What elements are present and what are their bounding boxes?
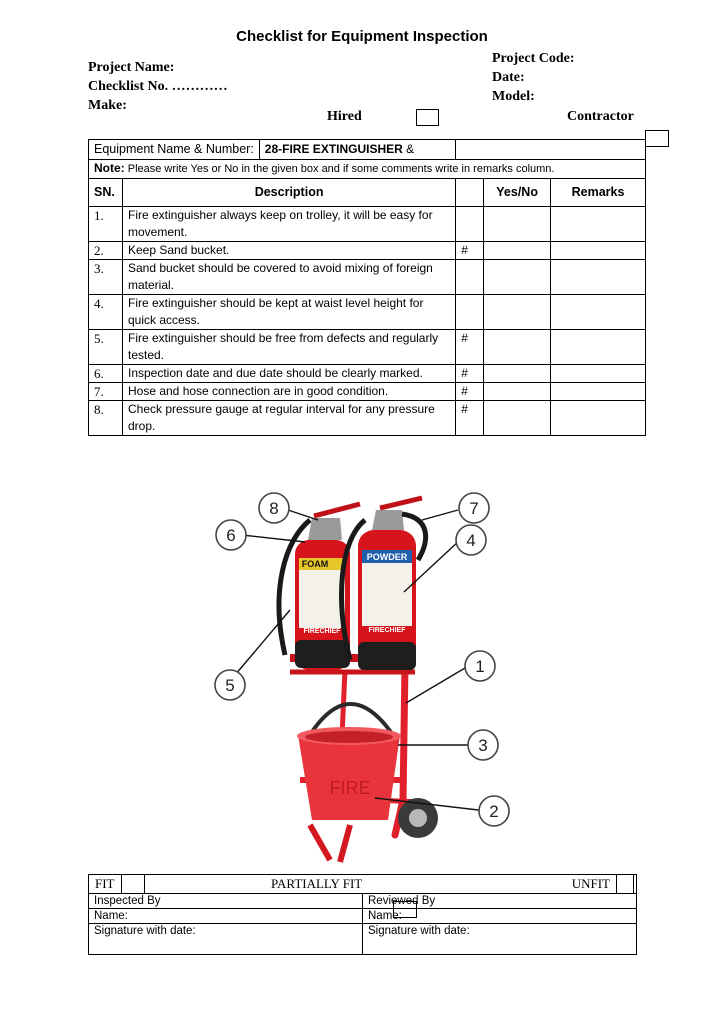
row-remarks-field[interactable] xyxy=(551,207,646,242)
svg-text:8: 8 xyxy=(269,499,279,518)
make-label: Make: xyxy=(88,98,127,113)
hired-checkbox[interactable] xyxy=(416,109,439,126)
project-code-label: Project Code: xyxy=(492,51,575,66)
row-yesno-field[interactable] xyxy=(484,260,551,295)
svg-text:4: 4 xyxy=(466,531,476,550)
reviewer-signature-field[interactable]: Signature with date: xyxy=(363,924,637,955)
page-title: Checklist for Equipment Inspection xyxy=(236,28,488,45)
callout-3 xyxy=(468,730,498,760)
equipment-value: 28-FIRE EXTINGUISHER xyxy=(264,142,403,156)
row-description: Hose and hose connection are in good condition. xyxy=(122,383,455,401)
equipment-label: Equipment Name & Number: xyxy=(89,140,260,159)
table-row xyxy=(89,207,646,242)
contractor-checkbox[interactable] xyxy=(645,130,669,147)
reviewed-checkbox[interactable] xyxy=(393,901,417,918)
row-mark: # xyxy=(456,383,484,401)
checklist-no-label: Checklist No. ………… xyxy=(88,79,228,94)
row-sn: 5. xyxy=(89,330,123,365)
hired-label: Hired xyxy=(327,109,362,124)
note-label: Note: xyxy=(94,161,125,175)
row-description: Fire extinguisher always keep on trolley, it will be easy for movement. xyxy=(122,207,455,242)
fit-checkbox[interactable] xyxy=(122,875,145,894)
row-remarks-field[interactable] xyxy=(551,401,646,436)
reviewed-by-label: Reviewed By xyxy=(363,894,637,909)
date-label: Date: xyxy=(492,70,525,85)
table-header xyxy=(89,179,646,207)
row-yesno-field[interactable] xyxy=(484,330,551,365)
row-remarks-field[interactable] xyxy=(551,242,646,260)
row-sn: 7. xyxy=(89,383,123,401)
callout-4 xyxy=(456,525,486,555)
svg-text:1: 1 xyxy=(475,657,485,676)
row-sn: 3. xyxy=(89,260,123,295)
note-text: Please write Yes or No in the given box and if some comments write in remarks column. xyxy=(124,163,555,175)
row-mark xyxy=(456,260,484,295)
callout-7 xyxy=(459,493,489,523)
powder-brand-label: FIRECHIEF xyxy=(368,627,406,634)
table-row xyxy=(89,365,646,383)
row-remarks-field[interactable] xyxy=(551,330,646,365)
svg-text:7: 7 xyxy=(469,499,479,518)
row-mark: # xyxy=(456,401,484,436)
powder-label: POWDER xyxy=(366,552,408,562)
svg-text:6: 6 xyxy=(226,526,236,545)
inspector-name-field[interactable]: Name: xyxy=(89,909,363,924)
callout-8 xyxy=(259,493,289,523)
bucket-label: FIRE xyxy=(329,778,371,798)
row-yesno-field[interactable] xyxy=(484,365,551,383)
row-yesno-field[interactable] xyxy=(484,207,551,242)
row-mark: # xyxy=(456,365,484,383)
fit-status-table xyxy=(88,874,637,894)
svg-text:5: 5 xyxy=(225,676,235,695)
row-description: Keep Sand bucket. xyxy=(122,242,455,260)
row-sn: 8. xyxy=(89,401,123,436)
row-yesno-field[interactable] xyxy=(484,295,551,330)
col-mark-header xyxy=(456,179,484,207)
partially-fit-label: PARTIALLY FIT xyxy=(145,875,530,894)
row-description: Inspection date and due date should be clearly marked. xyxy=(122,365,455,383)
row-mark: # xyxy=(456,330,484,365)
table-row xyxy=(89,330,646,365)
callout-2 xyxy=(479,796,509,826)
col-remarks-header: Remarks xyxy=(551,179,646,207)
row-yesno-field[interactable] xyxy=(484,242,551,260)
sand-bucket xyxy=(297,727,401,820)
row-remarks-field[interactable] xyxy=(551,260,646,295)
foam-brand-label: FIRECHIEF xyxy=(303,628,341,635)
checklist-table xyxy=(88,139,646,436)
inspected-by-label: Inspected By xyxy=(89,894,363,909)
row-description: Fire extinguisher should be free from defects and regularly tested. xyxy=(122,330,455,365)
reviewer-name-field[interactable]: Name: xyxy=(363,909,637,924)
col-yesno-header: Yes/No xyxy=(484,179,551,207)
row-yesno-field[interactable] xyxy=(484,383,551,401)
row-sn: 1. xyxy=(89,207,123,242)
fit-label: FIT xyxy=(89,875,122,894)
row-sn: 2. xyxy=(89,242,123,260)
row-mark xyxy=(456,295,484,330)
model-label: Model: xyxy=(492,89,535,104)
callout-1 xyxy=(465,651,495,681)
table-row xyxy=(89,242,646,260)
col-sn-header: SN. xyxy=(89,179,123,207)
callout-5 xyxy=(215,670,245,700)
row-remarks-field[interactable] xyxy=(551,365,646,383)
table-row xyxy=(89,383,646,401)
row-description: Sand bucket should be covered to avoid mixing of foreign material. xyxy=(122,260,455,295)
unfit-checkbox[interactable] xyxy=(617,875,634,894)
table-row xyxy=(89,401,646,436)
row-mark: # xyxy=(456,242,484,260)
equipment-row xyxy=(89,140,646,160)
row-yesno-field[interactable] xyxy=(484,401,551,436)
contractor-label: Contractor xyxy=(567,109,634,124)
row-description: Check pressure gauge at regular interval for any pressure drop. xyxy=(122,401,455,436)
foam-label: FOAM xyxy=(301,559,329,569)
signoff-table xyxy=(88,893,637,955)
svg-text:2: 2 xyxy=(489,802,499,821)
note-row xyxy=(89,160,646,179)
row-remarks-field[interactable] xyxy=(551,295,646,330)
col-description-header: Description xyxy=(122,179,455,207)
equipment-suffix: & xyxy=(402,142,415,156)
inspector-signature-field[interactable]: Signature with date: xyxy=(89,924,363,955)
row-remarks-field[interactable] xyxy=(551,383,646,401)
row-description: Fire extinguisher should be kept at waist level height for quick access. xyxy=(122,295,455,330)
row-sn: 6. xyxy=(89,365,123,383)
row-sn: 4. xyxy=(89,295,123,330)
unfit-label: UNFIT xyxy=(529,875,616,894)
table-row xyxy=(89,295,646,330)
callout-6 xyxy=(216,520,246,550)
row-mark xyxy=(456,207,484,242)
svg-text:3: 3 xyxy=(478,736,488,755)
table-row xyxy=(89,260,646,295)
project-name-label: Project Name: xyxy=(88,60,175,75)
fire-extinguisher-trolley-illustration xyxy=(190,480,530,870)
